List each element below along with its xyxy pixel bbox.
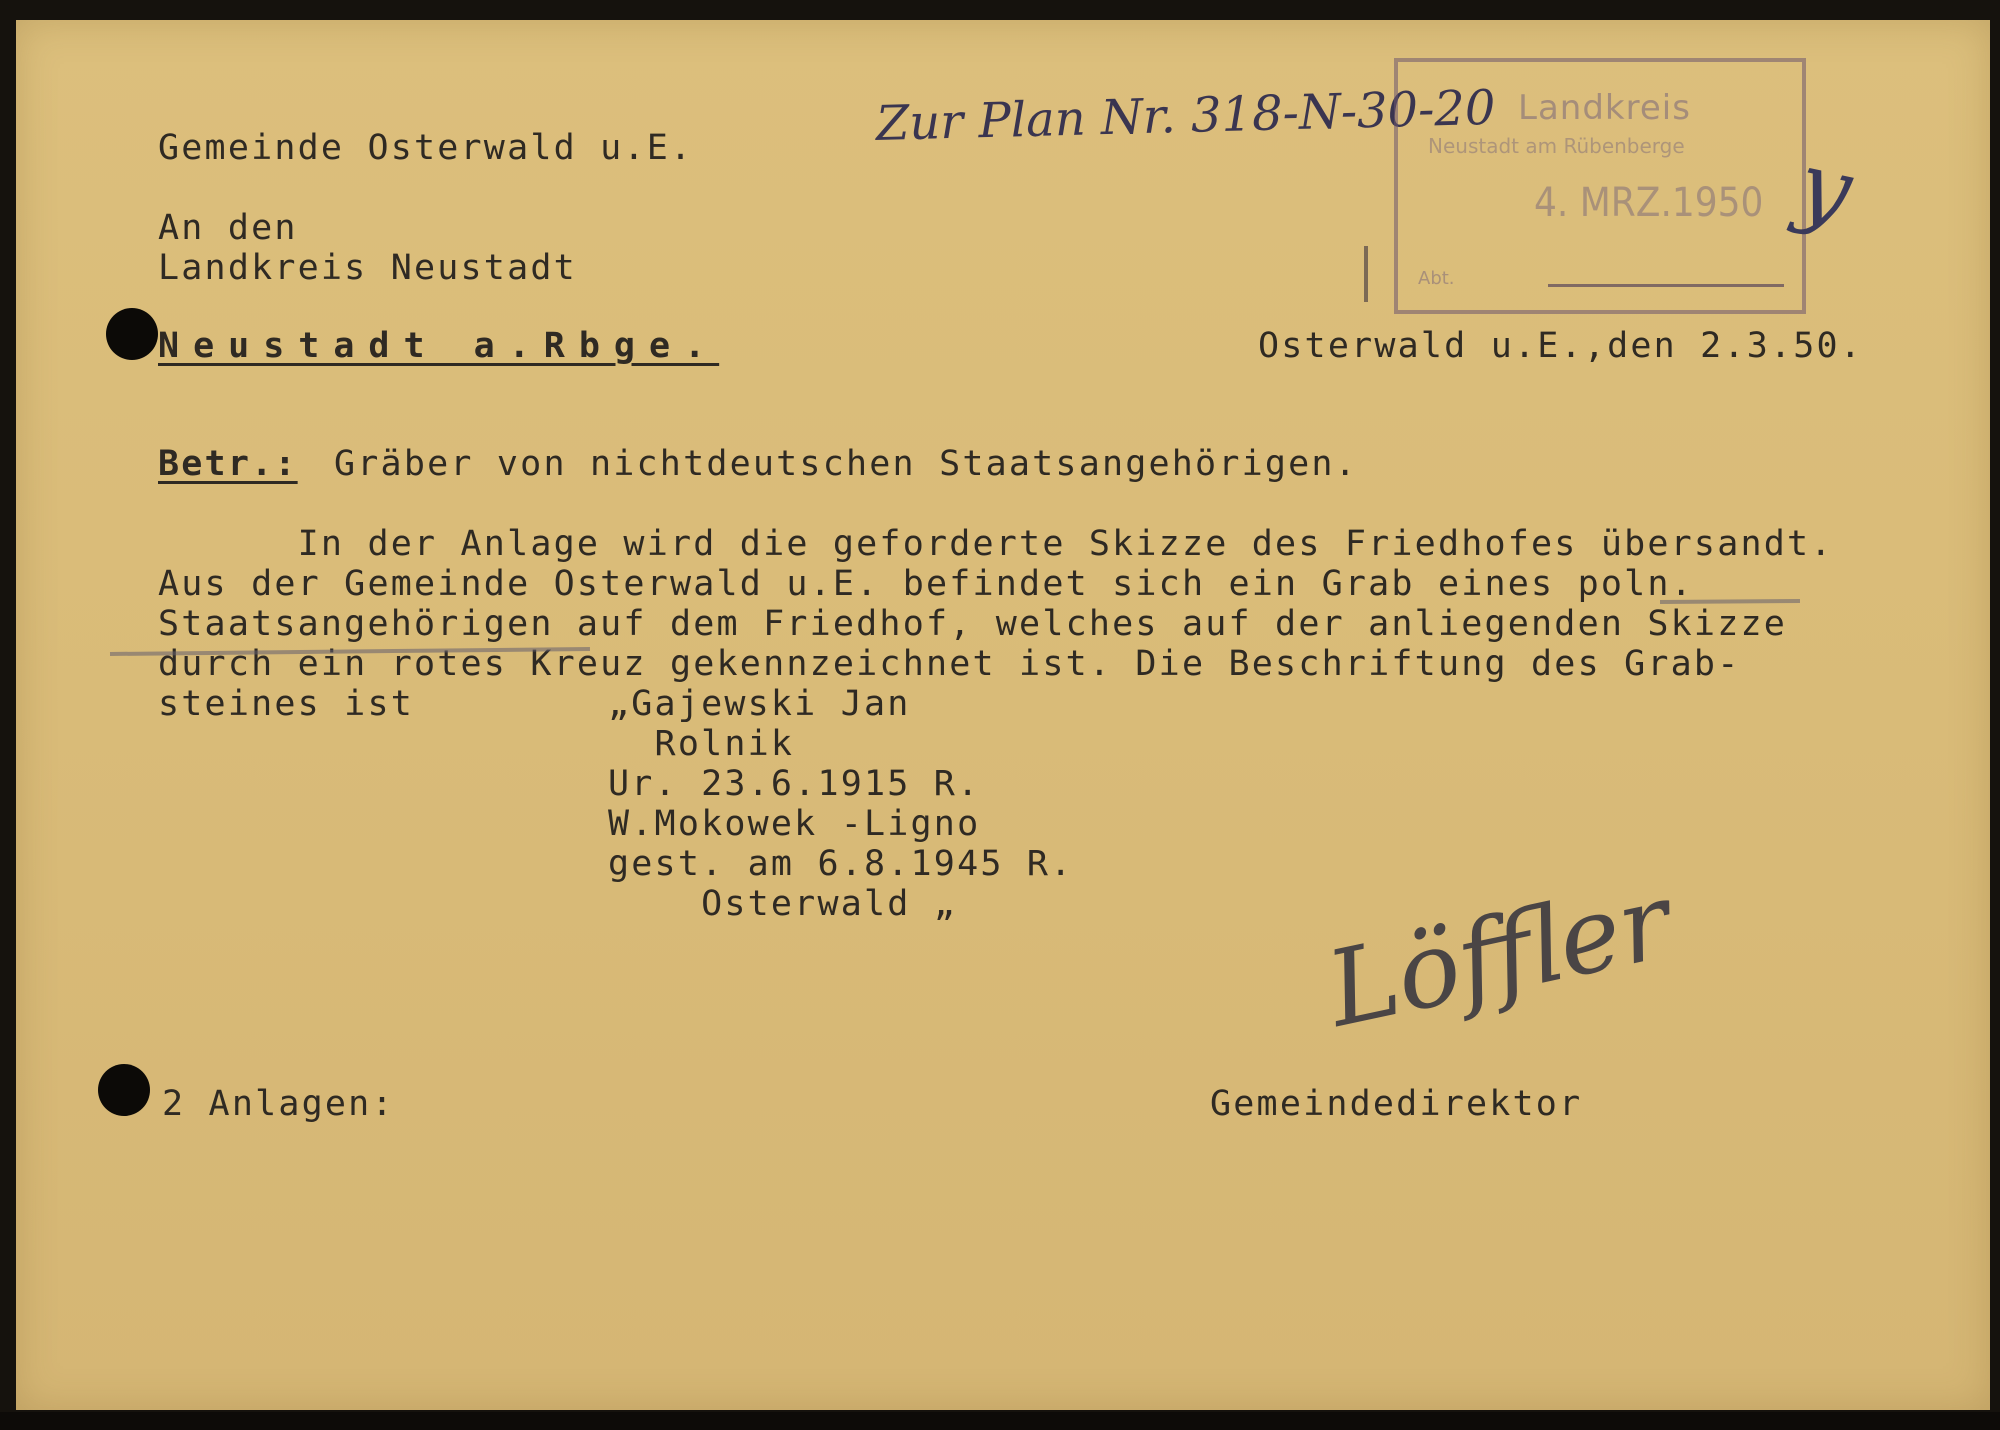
pencil-tick — [1364, 246, 1368, 302]
place-date: Osterwald u.E.,den 2.3.50. — [1258, 326, 1864, 366]
inscription-line-3: Ur. 23.6.1915 R. — [608, 764, 981, 804]
inscription-line-2: Rolnik — [608, 724, 795, 764]
stamp-date: 4. MRZ.1950 — [1534, 180, 1764, 226]
body-line-2: Aus der Gemeinde Osterwald u.E. befindet sich ein Grab eines poln. — [158, 564, 1694, 604]
inscription-line-1: „Gajewski Jan — [608, 684, 911, 724]
stamp-marginal-mark: y — [1789, 131, 1861, 245]
subject-text: Gräber von nichtdeutschen Staatsangehörigen. — [334, 444, 1358, 484]
attachments: 2 Anlagen: — [162, 1084, 395, 1124]
body-line-3: Staatsangehörigen auf dem Friedhof, welches auf der anliegenden Skizze — [158, 604, 1788, 644]
recipient-line-2: Landkreis Neustadt — [158, 248, 577, 288]
recipient-city: Neustadt a.Rbge. — [158, 326, 720, 366]
inscription-line-6: Osterwald „ — [608, 884, 958, 924]
punch-hole-bottom — [98, 1064, 150, 1116]
stamp-signature-line — [1548, 284, 1784, 287]
stamp-subtitle: Neustadt am Rübenberge — [1428, 134, 1685, 158]
subject-label: Betr.: — [158, 444, 298, 484]
signatory-title: Gemeindedirektor — [1210, 1084, 1583, 1124]
recipient-line-1: An den — [158, 208, 298, 248]
scan-border — [0, 1412, 2000, 1430]
handwritten-plan-note: Zur Plan Nr. 318-N-30-20 — [875, 79, 1497, 152]
punch-hole-top — [106, 308, 158, 360]
stamp-label: Abt. — [1418, 268, 1455, 289]
received-stamp — [1394, 58, 1806, 314]
body-line-1: In der Anlage wird die geforderte Skizze des Friedhofes übersandt. — [158, 524, 1834, 564]
body-line-4: durch ein rotes Kreuz gekennzeichnet ist. Die Beschriftung des Grab- — [158, 644, 1741, 684]
inscription-line-5: gest. am 6.8.1945 R. — [608, 844, 1074, 884]
sender-line: Gemeinde Osterwald u.E. — [158, 128, 694, 168]
body-line-5: steines ist — [158, 684, 414, 724]
stamp-title: Landkreis — [1518, 88, 1691, 128]
inscription-line-4: W.Mokowek -Ligno — [608, 804, 981, 844]
signature: Löffler — [1317, 859, 1681, 1051]
